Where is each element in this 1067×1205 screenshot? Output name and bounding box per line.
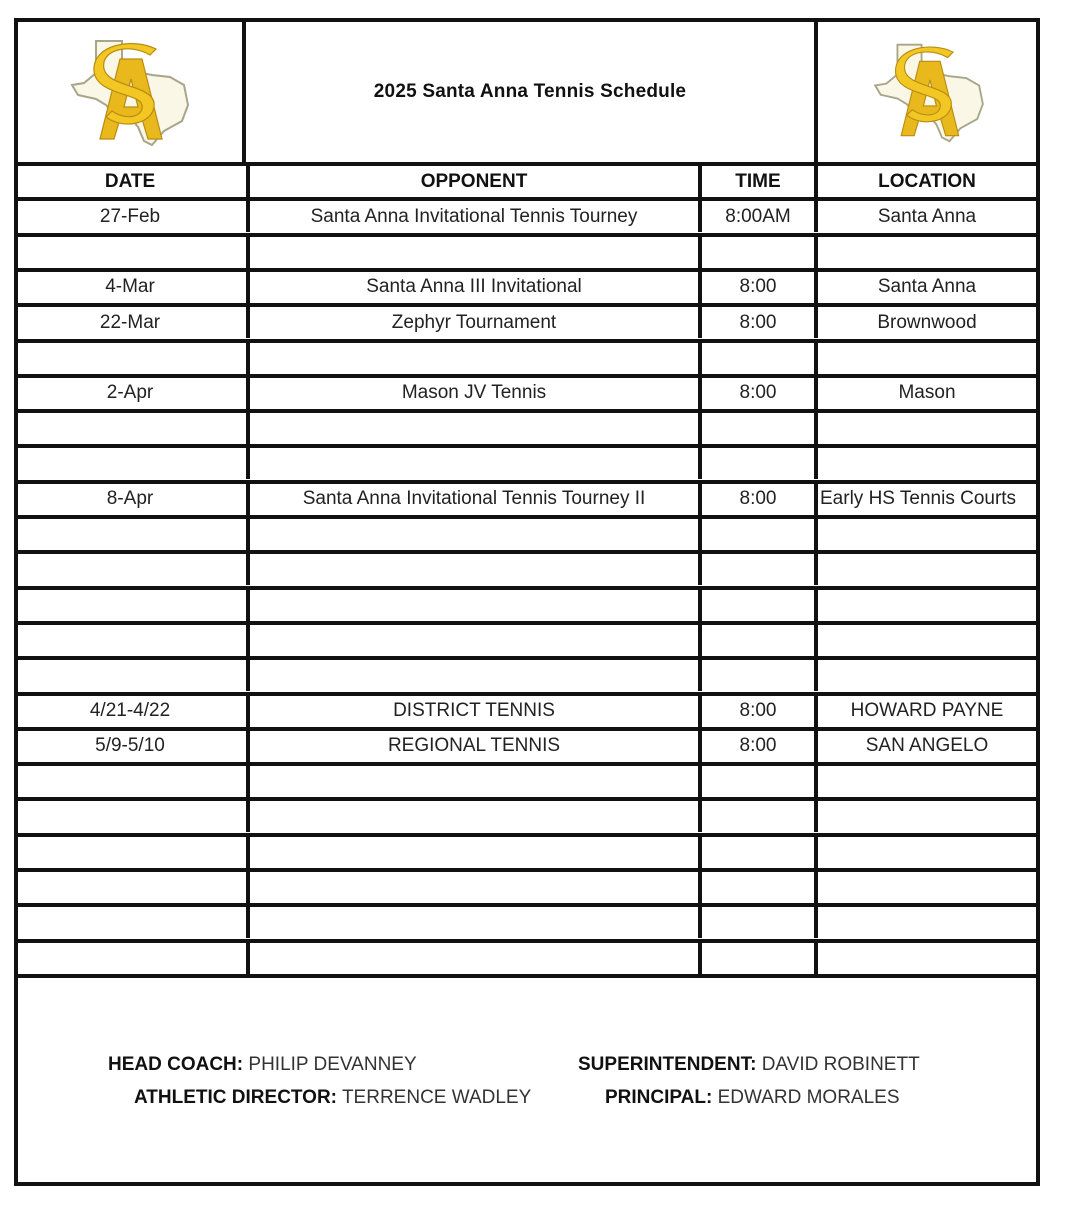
cell-time: 8:00: [698, 307, 814, 338]
cell-opponent: [246, 837, 698, 868]
table-row: [18, 692, 1036, 727]
cell-date: [18, 625, 242, 656]
cell-opponent: Zephyr Tournament: [246, 307, 698, 338]
cell-time: [698, 343, 814, 374]
cell-date: [18, 907, 242, 938]
cell-opponent: Santa Anna Invitational Tennis Tourney: [246, 201, 698, 232]
cell-opponent: [246, 766, 698, 797]
cell-date: 2-Apr: [106, 382, 154, 404]
cell-location: [814, 766, 1036, 797]
logo-left-cell: [18, 22, 246, 162]
table-row: [18, 762, 1036, 797]
cell-time: 8:00: [698, 272, 814, 303]
cell-time: 8:00: [698, 378, 814, 409]
logo-right-cell: [814, 22, 1040, 162]
column-header-date: DATE: [104, 170, 156, 192]
table-row: [18, 444, 1036, 479]
cell-time: [698, 554, 814, 585]
cell-location: Early HS Tennis Courts: [814, 484, 1036, 515]
cell-location: SAN ANGELO: [814, 731, 1036, 762]
table-header-row: [18, 162, 1036, 197]
table-row: [18, 268, 1036, 303]
table-row: [18, 480, 1036, 515]
staff-name: DAVID ROBINETT: [761, 1054, 920, 1075]
table-row: [18, 727, 1036, 762]
cell-time: [698, 943, 814, 974]
cell-location: Santa Anna: [814, 201, 1036, 232]
cell-location: [814, 660, 1036, 691]
cell-opponent: [246, 237, 698, 268]
cell-location: [814, 801, 1036, 832]
staff-athletic-director: [134, 1087, 531, 1109]
cell-time: [698, 837, 814, 868]
cell-opponent: [246, 590, 698, 621]
table-row: [18, 939, 1036, 978]
cell-opponent: [246, 872, 698, 903]
cell-time: [698, 625, 814, 656]
cell-opponent: [246, 907, 698, 938]
cell-opponent: [246, 519, 698, 550]
cell-time: [698, 872, 814, 903]
cell-opponent: [246, 554, 698, 585]
table-row: [18, 586, 1036, 621]
cell-location: HOWARD PAYNE: [814, 696, 1036, 727]
cell-date: [18, 660, 242, 691]
santa-anna-logo-icon: [864, 36, 994, 148]
cell-location: Santa Anna: [814, 272, 1036, 303]
cell-opponent: [246, 660, 698, 691]
cell-time: [698, 801, 814, 832]
cell-time: [698, 448, 814, 479]
cell-opponent: [246, 625, 698, 656]
cell-time: [698, 237, 814, 268]
cell-location: [814, 343, 1036, 374]
santa-anna-logo-icon: [60, 33, 200, 151]
cell-date: 5/9-5/10: [95, 735, 165, 757]
cell-location: [814, 943, 1036, 974]
cell-date: [18, 872, 242, 903]
cell-date: [18, 413, 242, 444]
cell-opponent: [246, 943, 698, 974]
cell-location: [814, 625, 1036, 656]
cell-location: [814, 413, 1036, 444]
cell-location: [814, 237, 1036, 268]
cell-date: [18, 448, 242, 479]
cell-date: 27-Feb: [99, 205, 161, 227]
cell-location: [814, 590, 1036, 621]
cell-time: 8:00: [698, 484, 814, 515]
cell-time: [698, 766, 814, 797]
cell-location: [814, 837, 1036, 868]
cell-date: [18, 837, 242, 868]
staff-label: ATHLETIC DIRECTOR:: [134, 1087, 338, 1108]
page-title: 2025 Santa Anna Tennis Schedule: [373, 81, 687, 102]
cell-opponent: REGIONAL TENNIS: [246, 731, 698, 762]
staff-name: TERRENCE WADLEY: [341, 1087, 532, 1108]
staff-name: PHILIP DEVANNEY: [248, 1054, 417, 1075]
table-row: [18, 656, 1036, 691]
cell-opponent: [246, 448, 698, 479]
staff-name: EDWARD MORALES: [717, 1087, 900, 1108]
cell-time: 8:00: [698, 696, 814, 727]
cell-time: [698, 519, 814, 550]
table-row: [18, 621, 1036, 656]
table-row: [18, 303, 1036, 338]
cell-location: [814, 872, 1036, 903]
cell-time: [698, 413, 814, 444]
cell-date: [18, 590, 242, 621]
cell-date: 4/21-4/22: [89, 700, 171, 721]
table-row: [18, 233, 1036, 268]
staff-principal: [605, 1087, 900, 1109]
staff-label: SUPERINTENDENT:: [578, 1054, 757, 1075]
cell-date: [18, 766, 242, 797]
cell-opponent: [246, 801, 698, 832]
cell-location: [814, 448, 1036, 479]
cell-opponent: DISTRICT TENNIS: [246, 696, 698, 727]
column-header-opponent: OPPONENT: [246, 166, 698, 197]
cell-opponent: Santa Anna Invitational Tennis Tourney II: [246, 484, 698, 515]
cell-date: [18, 237, 242, 268]
cell-time: [698, 660, 814, 691]
table-row: [18, 868, 1036, 903]
cell-date: [18, 519, 242, 550]
staff-label: PRINCIPAL:: [605, 1087, 713, 1108]
column-header-location: LOCATION: [814, 166, 1036, 197]
cell-date: [18, 943, 242, 974]
cell-time: 8:00AM: [698, 201, 814, 232]
cell-opponent: [246, 343, 698, 374]
cell-date: 4-Mar: [105, 276, 155, 298]
cell-date: 8-Apr: [106, 488, 154, 510]
table-row: [18, 833, 1036, 868]
staff-head-coach: [108, 1054, 417, 1076]
table-row: [18, 797, 1036, 832]
cell-time: [698, 907, 814, 938]
cell-opponent: Santa Anna III Invitational: [246, 272, 698, 303]
title-cell: [246, 22, 814, 162]
cell-date: [18, 343, 242, 374]
table-row: [18, 550, 1036, 585]
cell-date: [18, 801, 242, 832]
cell-location: Mason: [814, 378, 1036, 409]
cell-location: [814, 519, 1036, 550]
cell-time: 8:00: [698, 731, 814, 762]
table-row: [18, 339, 1036, 374]
cell-time: [698, 590, 814, 621]
table-row: [18, 374, 1036, 409]
schedule-banner: [18, 22, 1036, 162]
cell-location: [814, 907, 1036, 938]
table-row: [18, 515, 1036, 550]
cell-opponent: Mason JV Tennis: [246, 378, 698, 409]
column-header-time: TIME: [698, 166, 814, 197]
cell-location: Brownwood: [814, 307, 1036, 338]
staff-superintendent: [578, 1054, 920, 1076]
staff-label: HEAD COACH:: [108, 1054, 244, 1075]
cell-location: [814, 554, 1036, 585]
table-row: [18, 197, 1036, 232]
cell-date: [18, 554, 242, 585]
cell-date: 22-Mar: [99, 311, 161, 333]
schedule-sheet: [14, 18, 1040, 1186]
staff-footer: [18, 977, 1036, 1182]
cell-opponent: [246, 413, 698, 444]
table-row: [18, 409, 1036, 444]
table-row: [18, 903, 1036, 938]
